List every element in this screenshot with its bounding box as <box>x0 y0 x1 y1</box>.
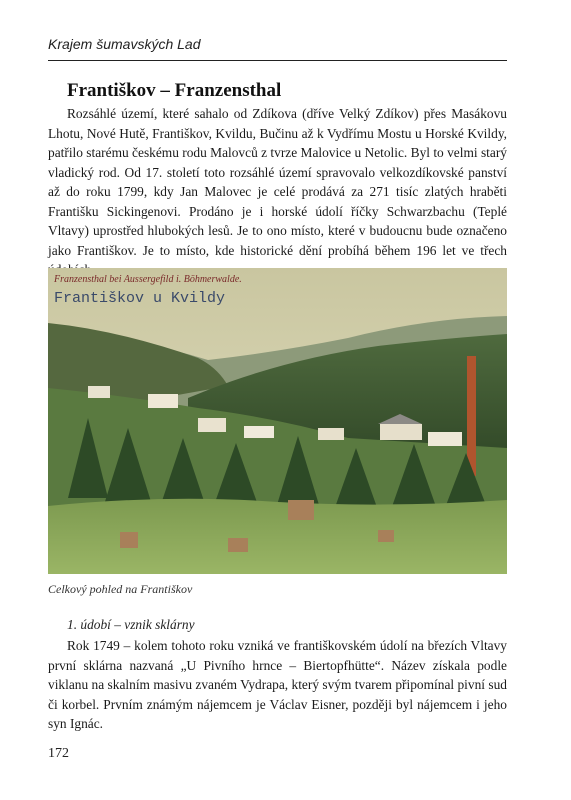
header-rule <box>48 60 507 61</box>
running-head: Krajem šumavských Lad <box>48 36 201 52</box>
section-paragraph: Rok 1749 – kolem tohoto roku vzniká ve františkovském údolí na březích Vltavy první sklárna nazvaná „U Pivního hrnce – Biertopfhütte“. Název získala podle viklanu na skalním masivu zvaném Vydrapa, který svým tvarem připomínal pivní sud či korbel. Prvním známým nájemcem je Václav Eisner, později byl nájemcem i jeho syn Ignác. <box>48 638 507 731</box>
postcard-illustration <box>48 268 507 574</box>
photo-caption: Celkový pohled na Františkov <box>48 582 193 596</box>
postcard-stamp-line: Františkov u Kvildy <box>54 290 226 307</box>
page-number: 172 <box>48 746 69 761</box>
foreground-meadow <box>48 499 507 574</box>
postcard-photo <box>48 268 507 574</box>
factory-chimney <box>467 356 476 476</box>
section-title: 1. údobí – vznik sklárny <box>67 617 195 632</box>
intro-paragraph: Rozsáhlé území, které sahalo od Zdíkova (dříve Velký Zdíkov) přes Masákovu Lhotu, Nové Hutě, Františkov, Kvildu, Bučinu až k Vydřímu Mostu u Horské Kvildy, patřilo starému českému rodu Malovců z tvrze Malovice u Netolic. Byl to velmi starý vladický rod. Od 17. století toto rozsáhlé území spravovalo velkozdíkovské panství až do roku 1799, kdy Jan Malovec je celé prodává za 271 tisíc zlatých hraběti Františku Sickingenovi. Prodáno je i horské údolí říčky Schwarzbachu (Teplé Vltavy) uprostřed hlubokých lesů. Je to ono místo, které v budoucnu bude označeno jako Františkov. Je to místo, kde historické dění probíhá během 196 let ve třech <box>48 106 507 258</box>
page-title: Františkov – Franzensthal <box>67 80 282 101</box>
postcard-print-line: Franzensthal bei Aussergefild i. Böhmerwalde. <box>54 274 242 285</box>
